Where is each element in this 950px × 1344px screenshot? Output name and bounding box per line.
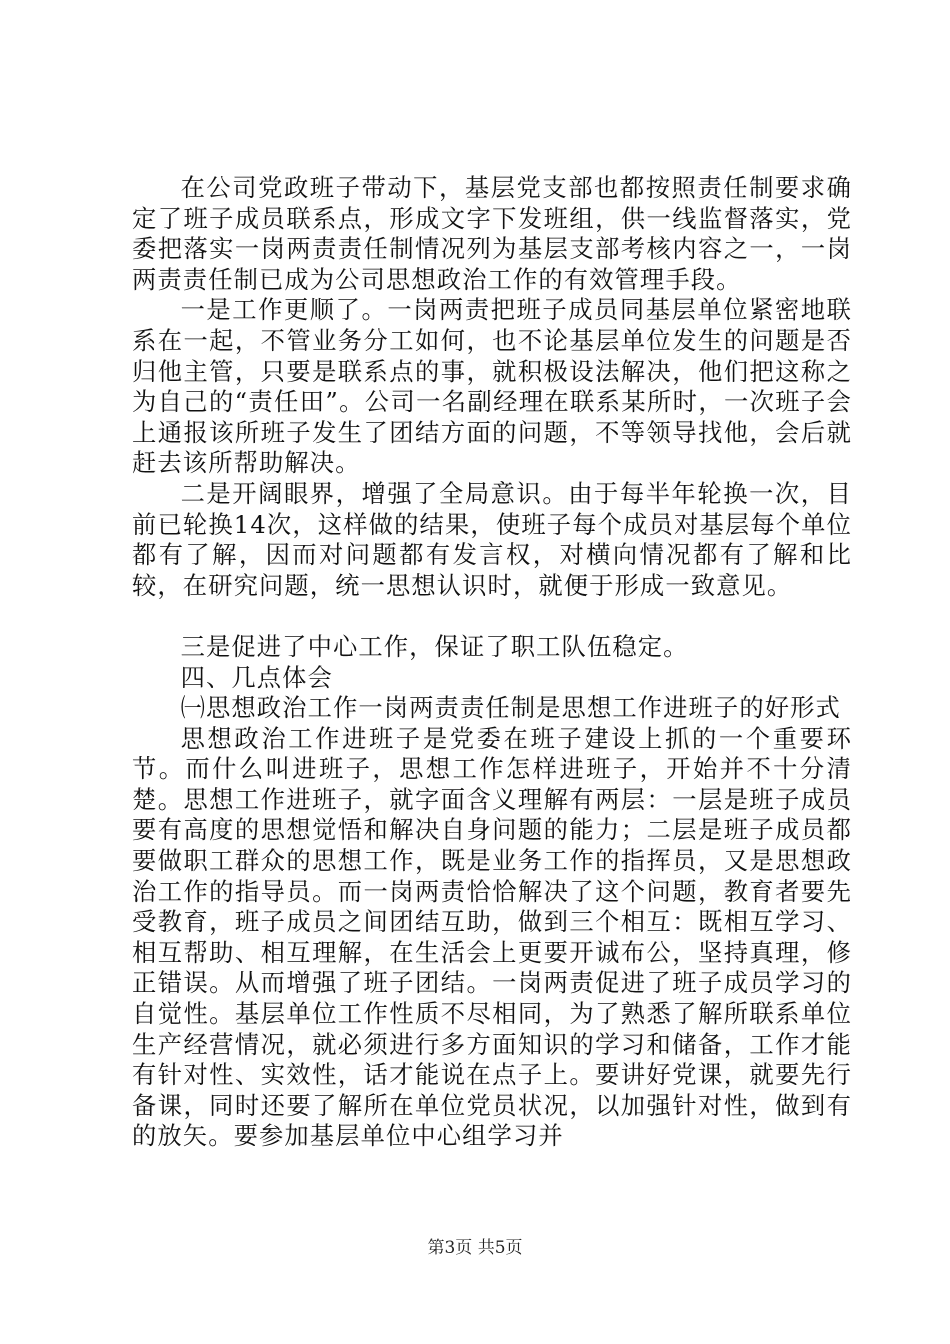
paragraph-gap [132,601,852,632]
page-footer: 第3页 共5页 [427,1238,523,1258]
paragraph-3: 二是开阔眼界，增强了全局意识。由于每半年轮换一次，目前已轮换14次，这样做的结果，使班子每个成员对基层每个单位都有了解，因而对问题都有发言权，对横向情况都有了解和比较，在研究问题，统一思想认识时，就便于形成一致意见。 [132,478,852,600]
subsection-heading: ㈠思想政治工作一岗两责责任制是思想工作进班子的好形式 [180,693,841,723]
document-body [132,173,852,1152]
paragraph-2: 一是工作更顺了。一岗两责把班子成员同基层单位紧密地联系在一起，不管业务分工如何，也不论基层单位发生的问题是否归他主管，只要是联系点的事，就积极设法解决，他们把这称之为自己的“责任田”。公司一名副经理在联系某所时，一次班子会上通报该所班子发生了团结方面的问题，不等领导找他，会后就赶去该所帮助解决。 [132,295,852,478]
paragraph-1: 在公司党政班子带动下，基层党支部也都按照责任制要求确定了班子成员联系点，形成文字下发班组，供一线监督落实，党委把落实一岗两责责任制情况列为基层支部考核内容之一，一岗两责责任制已成为公司思想政治工作的有效管理手段。 [132,173,852,294]
paragraph-4: 三是促进了中心工作，保证了职工队伍稳定。 [180,631,689,661]
section-heading: 四、几点体会 [180,662,333,692]
paragraph-5: 思想政治工作进班子是党委在班子建设上抓的一个重要环节。而什么叫进班子，思想工作怎样进班子，开始并不十分清楚。思想工作进班子，就字面含义理解有两层：一层是班子成员要有高度的思想觉悟和解决自身问题的能力；二层是班子成员都要做职工群众的思想工作，既是业务工作的指挥员，又是思想政治工作的指导员。而一岗两责恰恰解决了这个问题，教育者要先受教育，班子成员之间团结互助，做到三个相互：既相互学习、相互帮助、相互理解，在生活会上更要开诚布公，坚持真理，修正错误。从而增强了班子团结。一岗两责促进了班子成员学习的自觉性。基层单位工作性质不尽相同，为了熟悉了解所联系单位生产经营情况，就必须进行多方面知识的学习和储备，工作才能有针对性、实效性，话才能说在点子上。要讲好党课，就要先行备课，同时还要了解所在单位党员状况，以加强针对性，做到有的放矢。要参加基层单位中心组学习并 [132,723,852,1151]
